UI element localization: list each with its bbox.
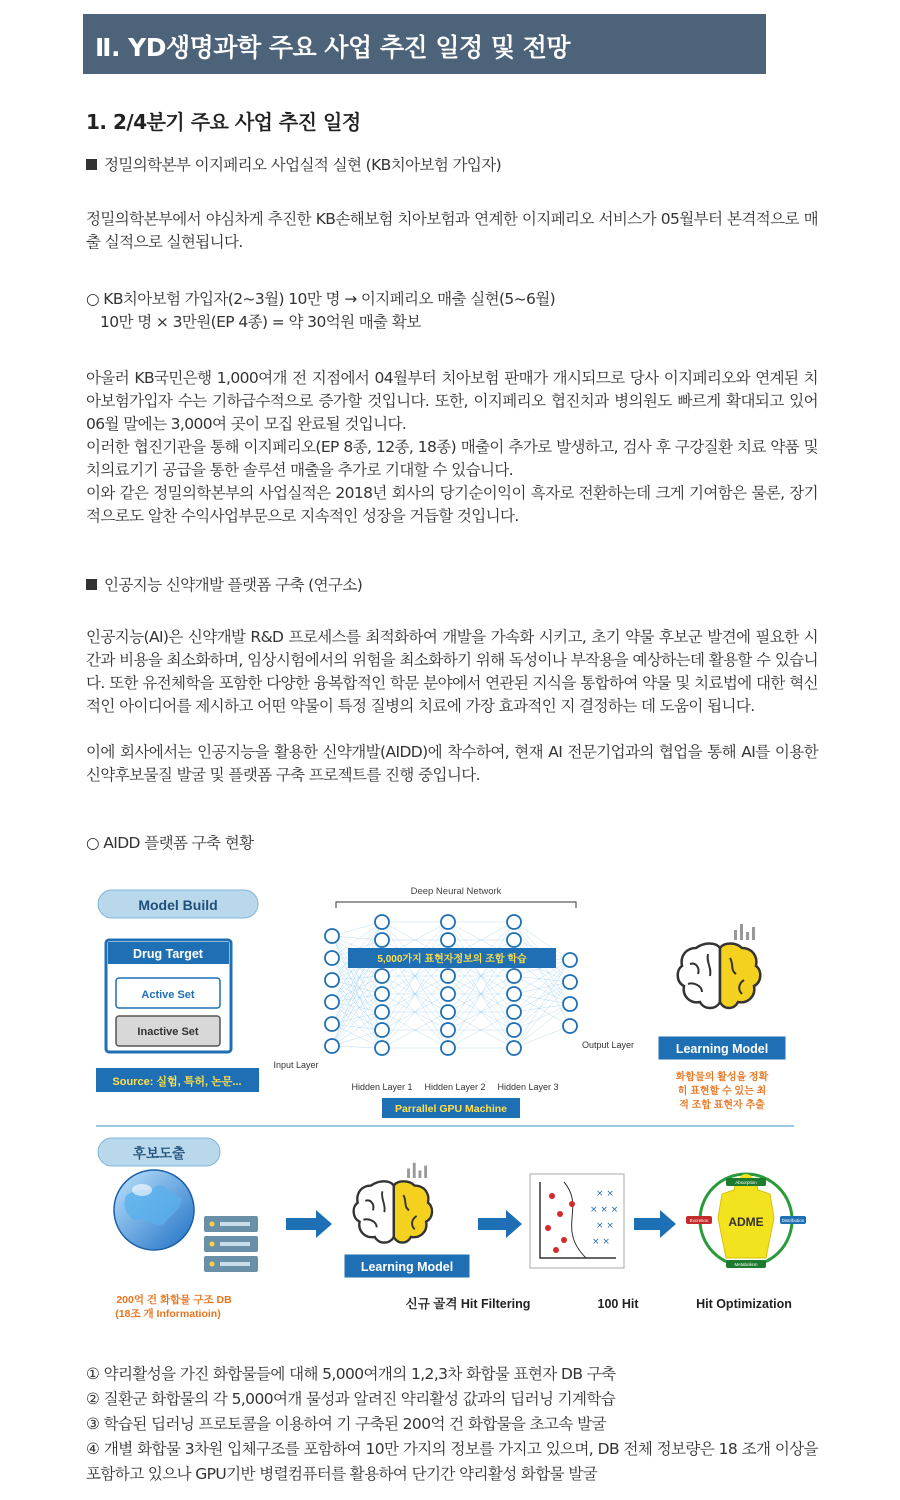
epi-bullet — [86, 154, 818, 177]
hidden3-node — [507, 1023, 521, 1037]
step-hit-filtering-label: 신규 골격 Hit Filtering — [405, 1297, 531, 1311]
input-layer-label: Input Layer — [273, 1060, 319, 1070]
epi-calc-line2: 10만 명 × 3만원(EP 4종) = 약 30억원 매출 확보 — [100, 313, 421, 331]
arrow-right-icon — [634, 1210, 676, 1238]
hidden2-node — [441, 1041, 455, 1055]
hidden2-node — [441, 915, 455, 929]
hidden3-node — [507, 915, 521, 929]
output-node — [563, 997, 577, 1011]
adme-excretion-label: Excretion — [689, 1218, 709, 1223]
output-node — [563, 1019, 577, 1033]
dnn-label: Deep Neural Network — [410, 886, 502, 897]
epi-calc-line1: ○ KB치아보험 가입자(2~3월) 10만 명 → 이지페리오 매출 실현(5~6월) — [86, 290, 556, 308]
ai-bullet-text: 인공지능 신약개발 플랫폼 구축 (연구소) — [104, 576, 363, 594]
hidden1-node — [375, 1041, 389, 1055]
drug-target-label: Drug Target — [133, 947, 203, 961]
aidd-platform-diagram — [86, 878, 814, 1328]
dnn-bracket — [336, 902, 576, 908]
hidden1-node — [375, 1023, 389, 1037]
db-label-line1: 200억 건 화합물 구조 DB — [116, 1294, 232, 1306]
database-icon — [204, 1216, 258, 1272]
arrow-right-icon — [478, 1210, 522, 1238]
step-hit-optimization-label: Hit Optimization — [696, 1297, 792, 1311]
epi-paragraph-1: 아울러 KB국민은행 1,000여개 전 지점에서 04월부터 치아보험 판매가 개시되므로 당사 이지페리오와 연계된 치아보험가입자 수는 기하급수적으로 증가할 것입니다. 또한, 이지페리오 협진치과 병의원도 빠르게 확대되고 있어 06월 말에는 3,000여 곳이 모집 완료될 것입니다. — [86, 369, 818, 433]
learning-desc-line1: 화합물의 활성을 정확 — [675, 1072, 769, 1083]
hidden3-node — [507, 933, 521, 947]
svg-text:× ×: × × — [592, 1237, 610, 1247]
adme-label: ADME — [728, 1215, 764, 1229]
hit-filter-scatter-icon — [530, 1174, 624, 1268]
process-step: ② 질환군 화합물의 각 5,000여개 물성과 알려진 약리활성 값과의 딥러닝 기계학습 — [86, 1390, 616, 1408]
adme-distribution-label: Distribution — [781, 1218, 805, 1223]
epi-paragraph-2: 이러한 협진기관을 통해 이지페리오(EP 8종, 12종, 18종) 매출이 추가로 발생하고, 검사 후 구강질환 치료 약품 및 치의료기기 공급을 통한 솔루션 매출을 추가로 기대할 수 있습니다. — [86, 438, 818, 479]
input-node — [325, 973, 339, 987]
output-node — [563, 975, 577, 989]
hidden-layer-2-label: Hidden Layer 2 — [424, 1082, 486, 1092]
output-node — [563, 953, 577, 967]
input-node — [325, 995, 339, 1009]
hidden2-node — [441, 1005, 455, 1019]
hidden1-node — [375, 969, 389, 983]
svg-text:× ×: × × — [596, 1189, 614, 1199]
learning-model-label-2: Learning Model — [360, 1260, 454, 1274]
source-label: Source: 실험, 특허, 논문... — [112, 1076, 242, 1088]
hidden3-node — [507, 1041, 521, 1055]
learning-desc-line2: 히 표현할 수 있는 최 — [677, 1086, 767, 1097]
aidd-status-label: ○ AIDD 플랫폼 구축 현황 — [86, 834, 254, 852]
section-heading: 1. 2/4분기 주요 사업 추진 일정 — [86, 110, 361, 134]
page-title: Ⅱ. YD생명과학 주요 사업 추진 일정 및 전망 — [95, 33, 570, 62]
process-steps-list — [86, 1362, 818, 1487]
square-bullet-icon — [86, 159, 97, 170]
adme-metabolism-label: Metabolism — [734, 1262, 758, 1267]
hidden1-node — [375, 1005, 389, 1019]
hidden1-node — [375, 987, 389, 1001]
svg-text:× ×: × × — [596, 1221, 614, 1231]
arrow-right-icon — [286, 1210, 332, 1238]
input-node — [325, 951, 339, 965]
epi-intro: 정밀의학본부에서 야심차게 추진한 KB손해보험 치아보험과 연계한 이지페리오 서비스가 05월부터 본격적으로 매출 실적으로 실현됩니다. — [86, 210, 818, 251]
hidden2-node — [441, 987, 455, 1001]
inactive-set-label: Inactive Set — [137, 1026, 199, 1038]
input-node — [325, 929, 339, 943]
learning-desc-line3: 적 조합 표현자 추출 — [679, 1100, 765, 1111]
process-step: ① 약리활성을 가진 화합물들에 대해 5,000여개의 1,2,3차 화합물 표현자 DB 구축 — [86, 1365, 616, 1383]
hidden1-node — [375, 933, 389, 947]
learning-model-label: Learning Model — [675, 1042, 769, 1056]
brain-icon — [678, 924, 761, 1008]
ai-paragraph-1: 인공지능(AI)은 신약개발 R&D 프로세스를 최적화하여 개발을 가속화 시키고, 초기 약물 후보군 발견에 필요한 시간과 비용을 최소화하며, 임상시험에서의 위험을 최소화하기 위해 독성이나 부작용을 예상하는데 활용할 수 있습니다. 또한 유전체학을 포함한 다양한 융복합적인 학문 분야에서 연관된 지식을 통합하여 약물 및 치료법에 대한 혁신적인 아이디어를 제시하고 어떤 약물이 특정 질병의 치료에 가장 효과적인 지 결정하는 데 도움이 됩니다. — [86, 628, 818, 715]
epi-paragraph-3: 이와 같은 정밀의학본부의 사업실적은 2018년 회사의 당기순이익이 흑자로 전환하는데 크게 기여함은 물론, 장기적으로도 알찬 수익사업부문으로 지속적인 성장을 거듭할 것입니다. — [86, 484, 818, 525]
db-label-line2: (18조 개 Informatioin) — [115, 1308, 221, 1320]
page-title-bar — [83, 14, 766, 74]
output-layer-label: Output Layer — [581, 1040, 635, 1050]
adme-absorption-label: Absorption — [735, 1180, 757, 1185]
hidden2-node — [441, 969, 455, 983]
globe-icon — [114, 1170, 194, 1250]
step-100-hit-label: 100 Hit — [597, 1297, 639, 1311]
hidden3-node — [507, 969, 521, 983]
hidden2-node — [441, 1023, 455, 1037]
hidden3-node — [507, 1005, 521, 1019]
hidden-layer-1-label: Hidden Layer 1 — [351, 1082, 413, 1092]
hidden-layer-3-label: Hidden Layer 3 — [497, 1082, 559, 1092]
brain-icon — [354, 1163, 432, 1243]
svg-text:× × ×: × × × — [590, 1205, 619, 1215]
model-build-label: Model Build — [138, 897, 218, 913]
gpu-label: Parrallel GPU Machine — [394, 1103, 508, 1115]
hidden1-node — [375, 915, 389, 929]
candidate-label: 후보도출 — [132, 1146, 186, 1161]
square-bullet-icon — [86, 579, 97, 590]
process-step: ④ 개별 화합물 3차원 입체구조를 포함하여 10만 가지의 정보를 가지고 있으며, DB 전체 정보량은 18 조개 이상을 포함하고 있으나 GPU기반 병렬컴퓨터를 활용하여 단기간 약리활성 화합물 발굴 — [86, 1440, 818, 1483]
combo-label: 5,000가지 표현자정보의 조합 학습 — [377, 954, 527, 965]
epi-bullet-text: 정밀의학본부 이지페리오 사업실적 실현 (KB치아보험 가입자) — [104, 156, 502, 174]
process-step: ③ 학습된 딥러닝 프로토콜을 이용하여 기 구축된 200억 건 화합물을 초고속 발굴 — [86, 1415, 606, 1433]
input-node — [325, 1017, 339, 1031]
hidden2-node — [441, 933, 455, 947]
hidden3-node — [507, 987, 521, 1001]
input-node — [325, 1039, 339, 1053]
active-set-label: Active Set — [141, 989, 195, 1001]
ai-paragraph-2: 이에 회사에서는 인공지능을 활용한 신약개발(AIDD)에 착수하여, 현재 AI 전문기업과의 협업을 통해 AI를 이용한 신약후보물질 발굴 및 플랫폼 구축 프로젝트를 진행 중입니다. — [86, 743, 818, 784]
ai-bullet — [86, 574, 818, 597]
